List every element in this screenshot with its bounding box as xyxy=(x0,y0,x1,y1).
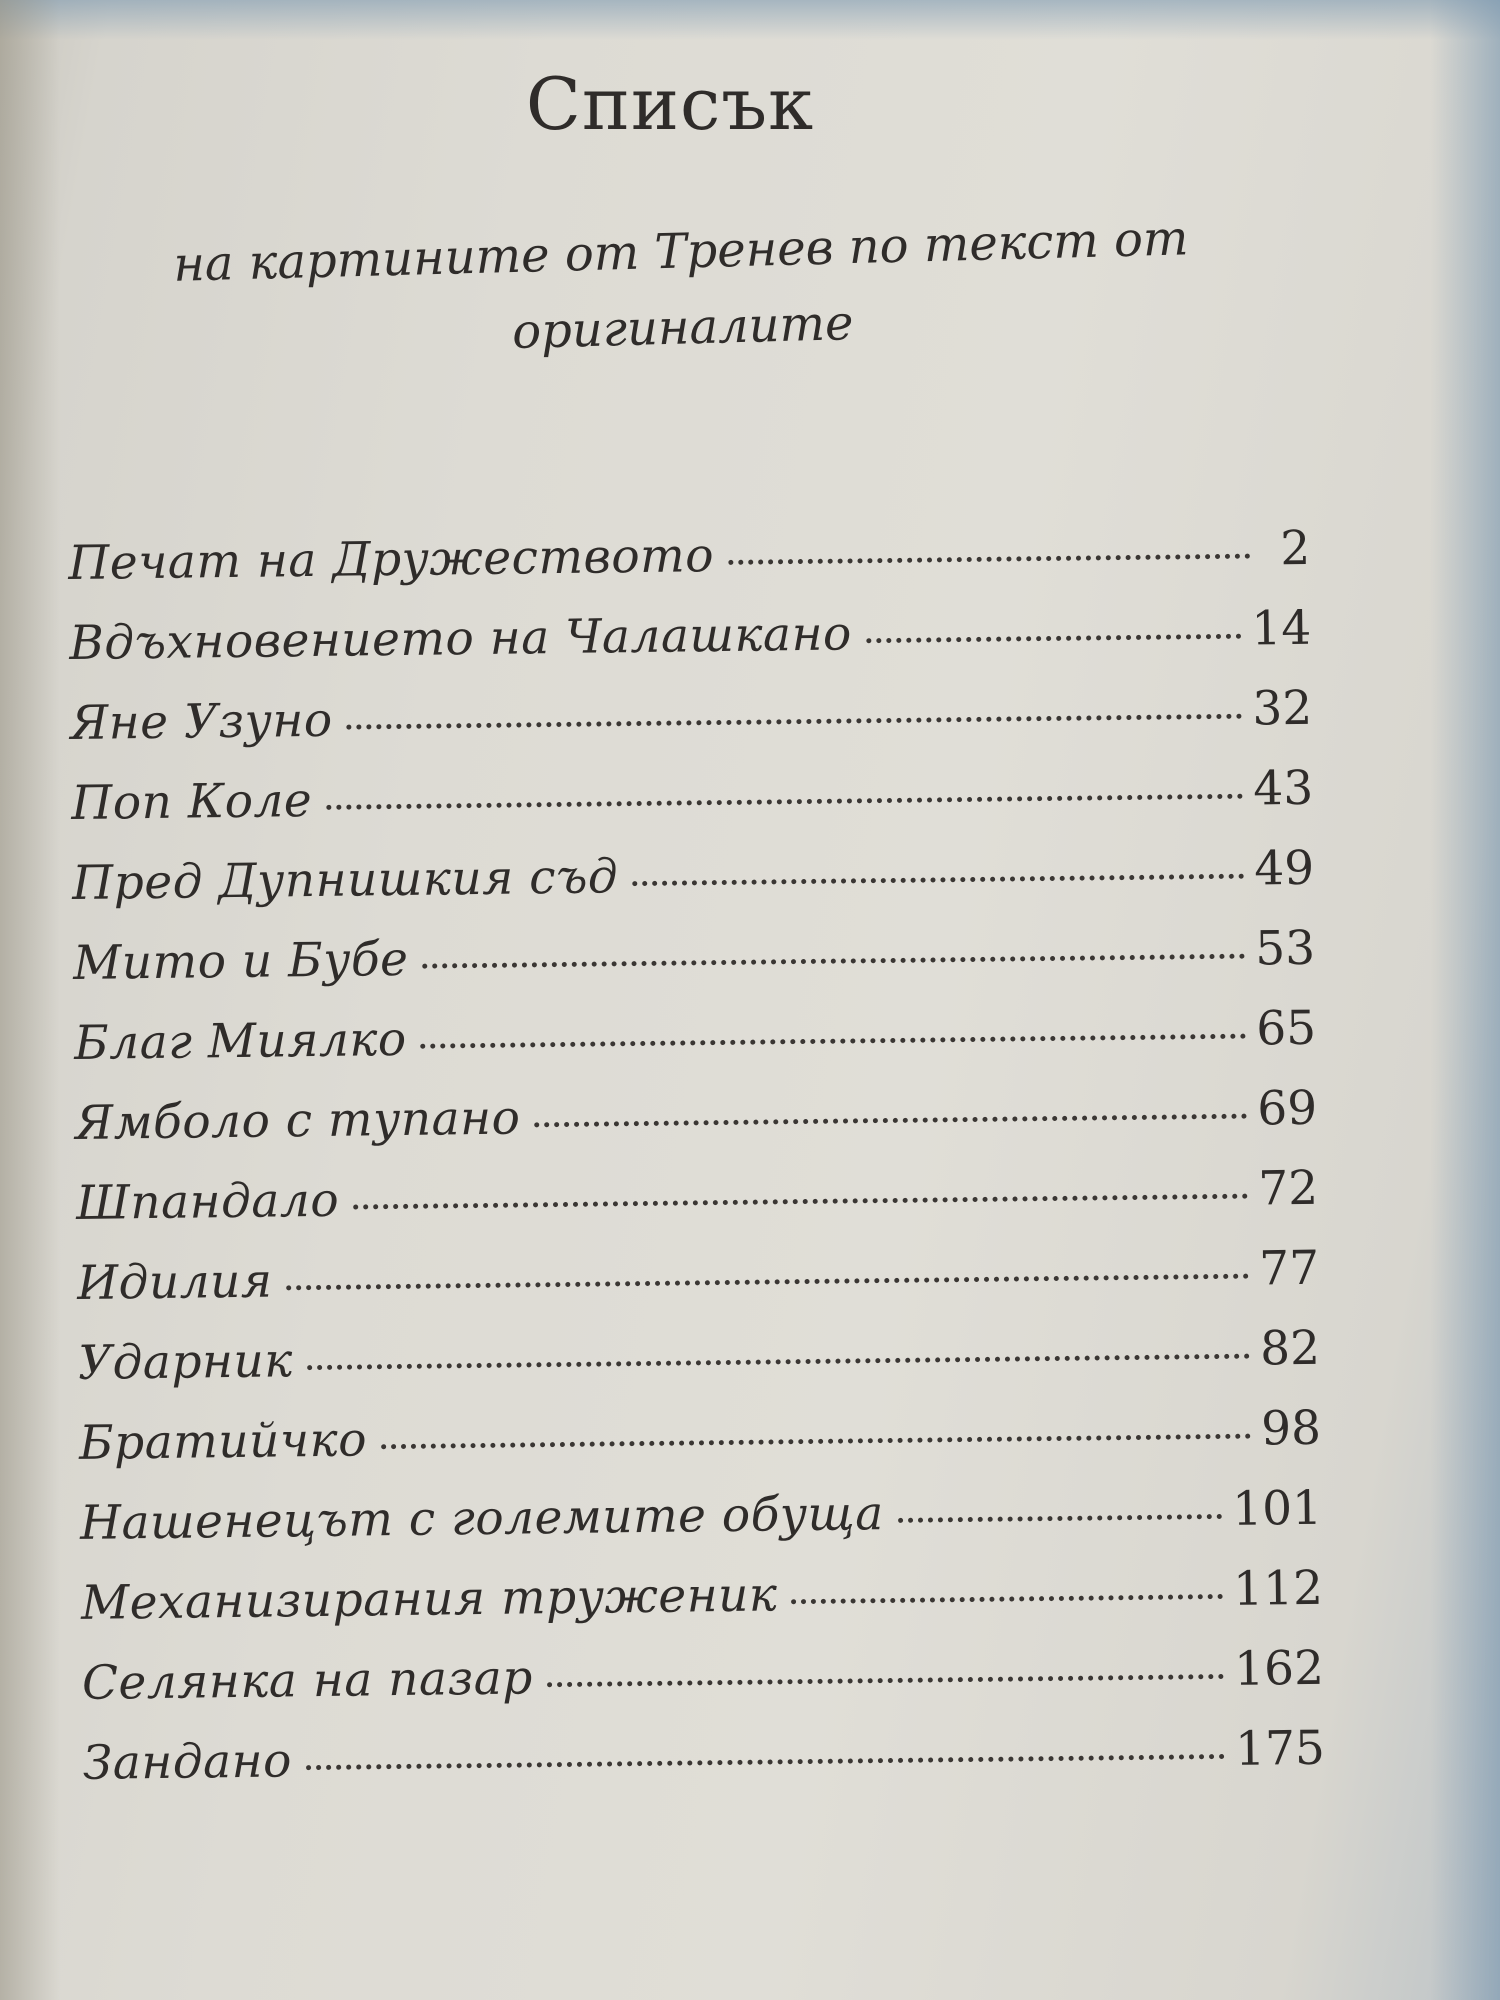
toc-entry-title: Яне Узуно xyxy=(69,692,333,751)
toc-entry-page: 2 xyxy=(1280,520,1311,577)
toc-entry xyxy=(82,1641,1325,1736)
dot-leader xyxy=(381,1434,1251,1450)
dot-leader xyxy=(306,1754,1225,1770)
toc-entry-title: Селянка на пазар xyxy=(81,1650,534,1711)
toc-entry xyxy=(72,841,1315,936)
toc-entry-page: 65 xyxy=(1255,1000,1317,1057)
toc-entry-page: 82 xyxy=(1259,1320,1321,1377)
toc-entry-title: Братийчко xyxy=(78,1412,368,1471)
toc-entry-page: 53 xyxy=(1254,920,1316,977)
toc-entry-title: Поп Коле xyxy=(70,773,313,831)
dot-leader xyxy=(547,1674,1225,1687)
toc-entry-title: Печат на Дружеството xyxy=(68,528,715,591)
toc-entry-page: 32 xyxy=(1252,680,1313,737)
toc-entry xyxy=(79,1401,1322,1496)
toc-entry xyxy=(74,1001,1317,1096)
dot-leader xyxy=(791,1594,1223,1604)
toc-entry-page: 101 xyxy=(1231,1480,1323,1537)
dot-leader xyxy=(353,1194,1248,1210)
toc-entry xyxy=(81,1561,1324,1656)
toc-entry-title: Механизирания труженик xyxy=(80,1567,778,1631)
toc-entry-page: 112 xyxy=(1232,1560,1324,1617)
toc-entry-title: Ямболо с тупано xyxy=(74,1090,521,1151)
dot-leader xyxy=(421,1034,1247,1049)
dot-leader xyxy=(307,1354,1251,1371)
toc-entry xyxy=(75,1081,1318,1176)
dot-leader xyxy=(422,954,1245,969)
toc-entry-page: 69 xyxy=(1256,1080,1318,1137)
toc-entry xyxy=(73,921,1316,1016)
toc-entry-page: 77 xyxy=(1258,1240,1320,1297)
dot-leader xyxy=(632,874,1244,886)
toc-entry-page: 175 xyxy=(1234,1720,1326,1777)
toc-entry-page: 49 xyxy=(1254,840,1315,897)
toc-entry xyxy=(78,1321,1321,1416)
toc-entry-page: 98 xyxy=(1260,1400,1322,1457)
dot-leader xyxy=(326,794,1243,810)
toc-entry-page: 72 xyxy=(1257,1160,1319,1217)
toc-entry-title: Нашенецът с големите обуща xyxy=(79,1486,885,1551)
toc-entry-page: 14 xyxy=(1251,600,1312,657)
toc-entry-page: 162 xyxy=(1233,1640,1325,1697)
background-edge-right xyxy=(1430,0,1500,2000)
toc-entry-title: Шпандало xyxy=(75,1172,340,1231)
toc-entry xyxy=(77,1241,1320,1336)
background-edge-top xyxy=(0,0,1500,40)
toc-entry xyxy=(83,1721,1326,1816)
toc-entry-title: Идилия xyxy=(76,1253,273,1311)
dot-leader xyxy=(728,554,1250,565)
dot-leader xyxy=(866,634,1242,644)
toc-entry xyxy=(68,521,1311,616)
toc-entry xyxy=(80,1481,1323,1576)
dot-leader xyxy=(898,1514,1223,1523)
subtitle-line-2: оригиналите xyxy=(511,295,855,361)
table-of-contents xyxy=(68,521,1326,1816)
dot-leader xyxy=(347,714,1243,730)
subtitle-line-1: на картините от Тренев по текст от xyxy=(172,210,1190,293)
toc-entry-title: Мито и Бубе xyxy=(72,931,409,991)
toc-entry-title: Благ Миялко xyxy=(73,1011,407,1071)
toc-entry xyxy=(71,761,1314,856)
toc-entry xyxy=(70,681,1313,776)
dot-leader xyxy=(287,1274,1250,1291)
toc-entry xyxy=(69,601,1312,696)
page-subtitle xyxy=(130,199,1234,380)
page-shadow-left xyxy=(0,0,60,2000)
toc-entry xyxy=(76,1161,1319,1256)
dot-leader xyxy=(534,1114,1247,1128)
toc-entry-title: Зандано xyxy=(82,1733,293,1791)
toc-entry-title: Ударник xyxy=(77,1333,294,1391)
toc-entry-page: 43 xyxy=(1253,760,1314,817)
toc-entry-title: Вдъхновението на Чалашкано xyxy=(68,606,853,671)
page-title: Списък xyxy=(525,62,815,146)
toc-entry-title: Пред Дупнишкия съд xyxy=(71,849,619,911)
